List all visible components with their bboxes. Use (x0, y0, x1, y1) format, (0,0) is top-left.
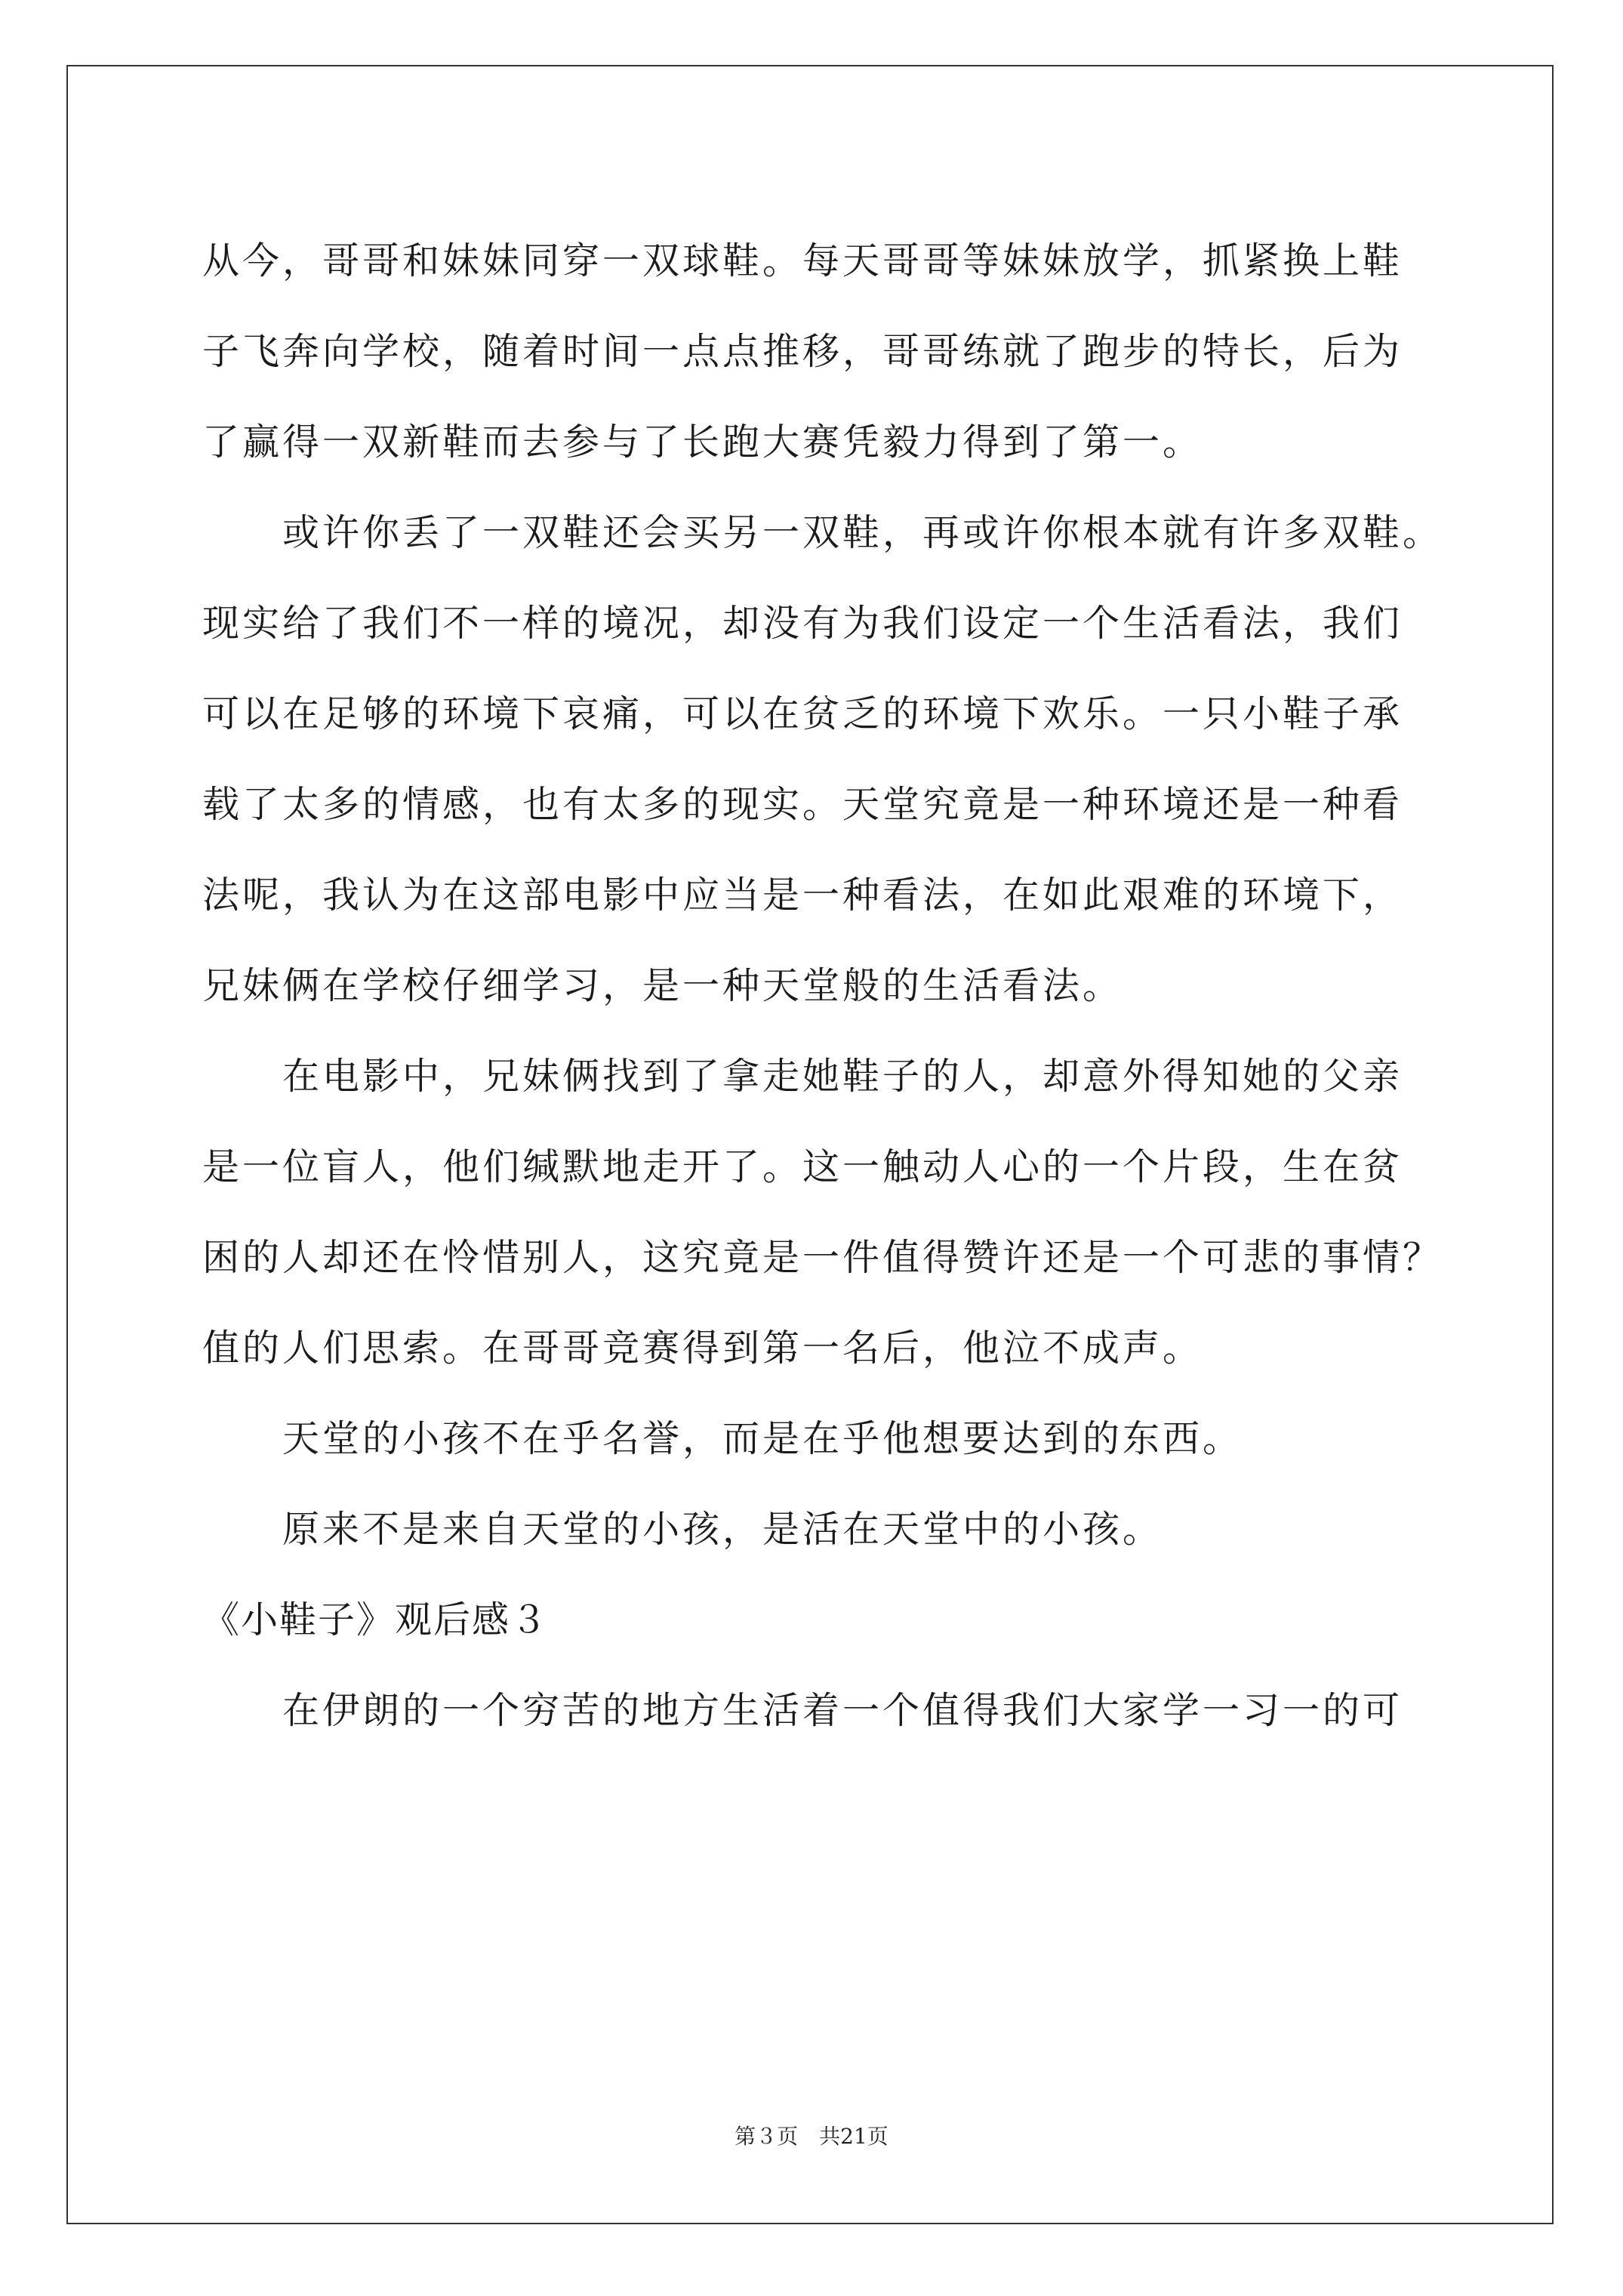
text-line: 现实给了我们不一样的境况，却没有为我们设定一个生活看法，我们 (202, 602, 1403, 645)
text-line: 法呢，我认为在这部电影中应当是一种看法，在如此艰难的环境下， (202, 874, 1403, 917)
paragraph-start: 在伊朗的一个穷苦的地方生活着一个值得我们大家学一习一的可 (282, 1689, 1403, 1732)
paragraph-start: 原来不是来自天堂的小孩，是活在天堂中的小孩。 (282, 1508, 1163, 1551)
text-line: 兄妹俩在学校仔细学习，是一种天堂般的生活看法。 (202, 964, 1123, 1007)
paragraph-start: 天堂的小孩不在乎名誉，而是在乎他想要达到的东西。 (282, 1417, 1243, 1460)
text-line: 困的人却还在怜惜别人，这究竟是一件值得赞许还是一个可悲的事情？ (202, 1236, 1443, 1279)
paragraph-start: 或许你丢了一双鞋还会买另一双鞋，再或许你根本就有许多双鞋。 (282, 511, 1443, 554)
text-line: 可以在足够的环境下哀痛，可以在贫乏的环境下欢乐。一只小鞋子承 (202, 692, 1403, 735)
paragraph-start: 在电影中，兄妹俩找到了拿走她鞋子的人，却意外得知她的父亲 (282, 1055, 1403, 1098)
text-line: 载了太多的情感，也有太多的现实。天堂究竟是一种环境还是一种看 (202, 783, 1403, 826)
document-body (202, 216, 1443, 1756)
text-line: 子飞奔向学校，随着时间一点点推移，哥哥练就了跑步的特长，后为 (202, 330, 1403, 373)
section-heading: 《小鞋子》观后感３ (202, 1598, 550, 1641)
page-footer: 第３页 共21页 (735, 2124, 888, 2149)
text-line: 了赢得一双新鞋而去参与了长跑大赛凭毅力得到了第一。 (202, 421, 1203, 464)
text-line: 从今，哥哥和妹妹同穿一双球鞋。每天哥哥等妹妹放学，抓紧换上鞋 (202, 239, 1403, 282)
text-line: 是一位盲人，他们缄默地走开了。这一触动人心的一个片段，生在贫 (202, 1145, 1403, 1188)
text-line: 值的人们思索。在哥哥竞赛得到第一名后，他泣不成声。 (202, 1327, 1203, 1370)
